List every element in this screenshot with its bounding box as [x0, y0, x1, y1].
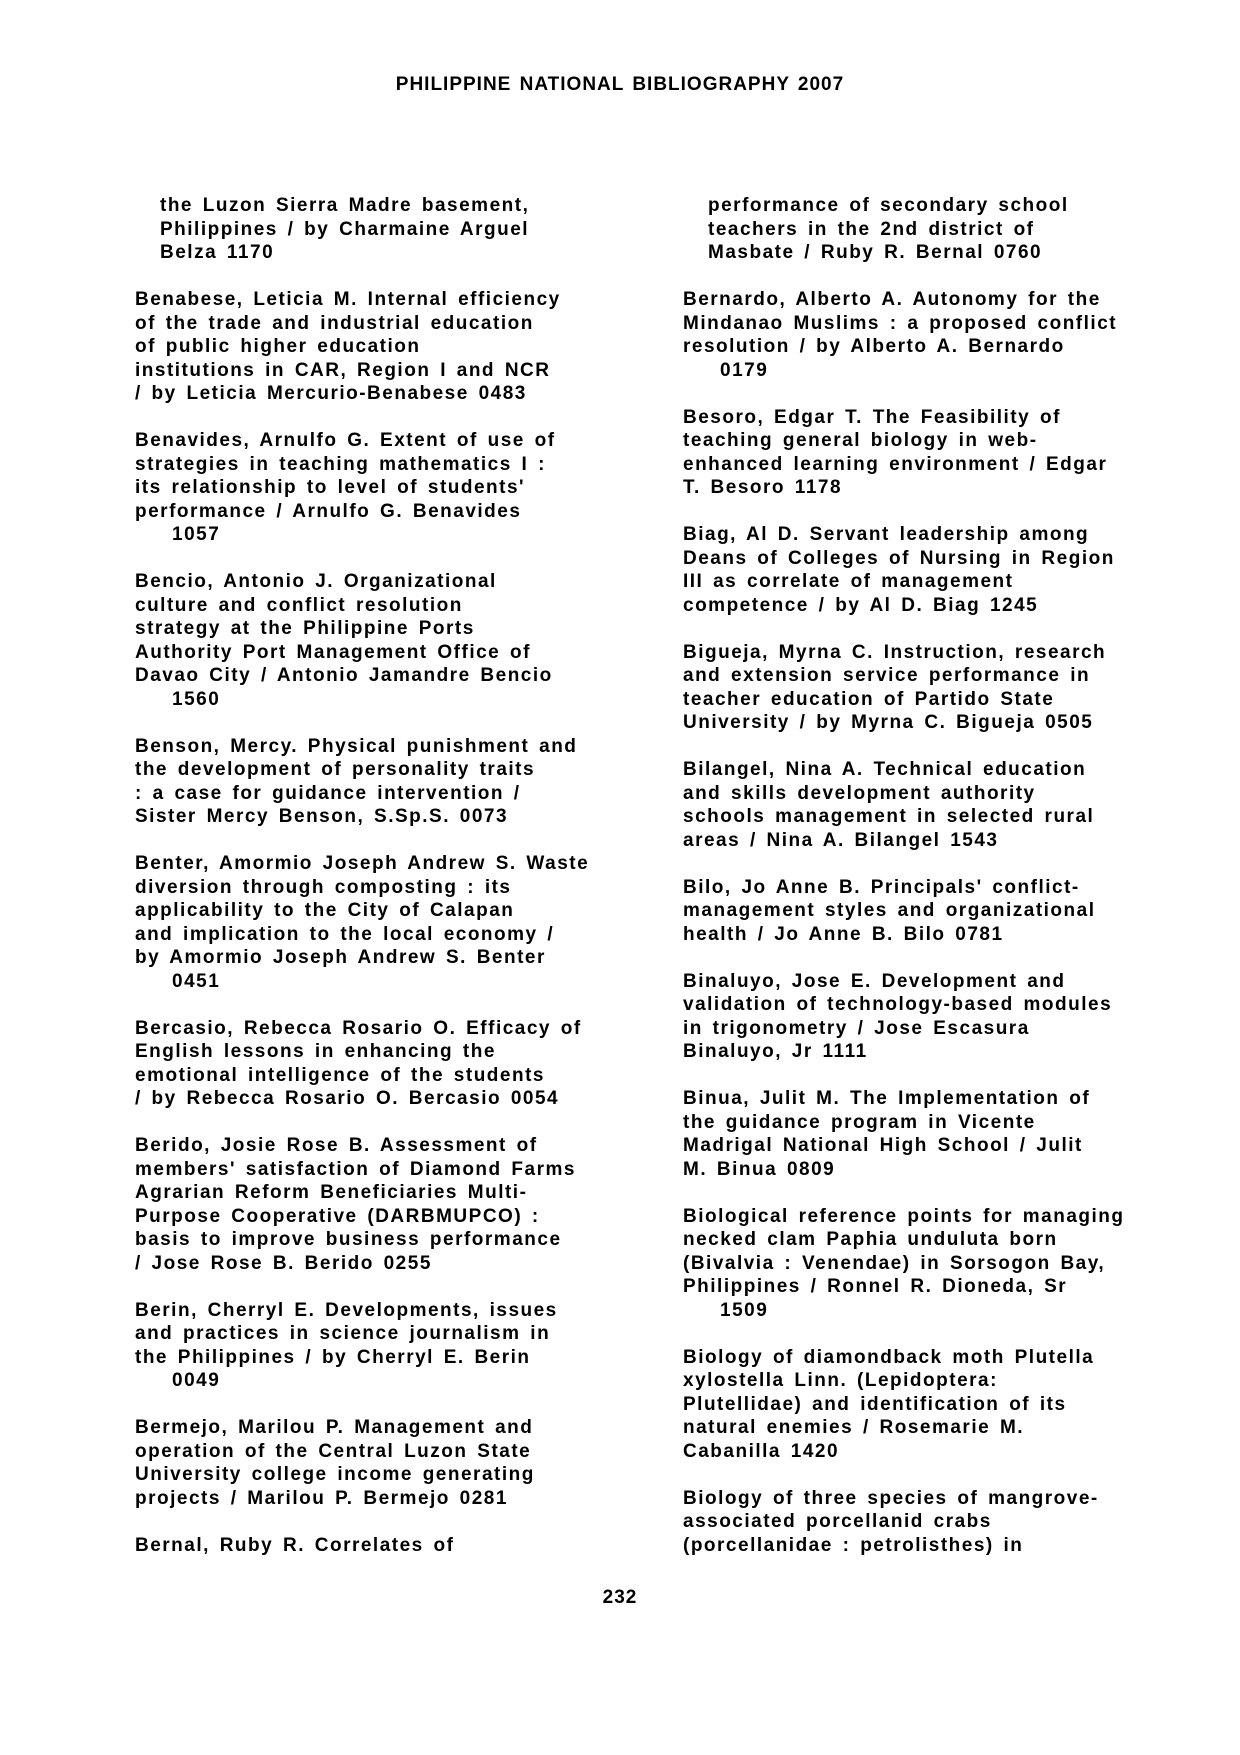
- running-header: PHILIPPINE NATIONAL BIBLIOGRAPHY 2007: [395, 74, 845, 95]
- entry-line: areas / Nina A. Bilangel 1543: [683, 829, 999, 851]
- entry-line: Binua, Julit M. The Implementation of: [683, 1088, 1091, 1109]
- entry-line: of public higher education: [135, 336, 421, 357]
- entry-line: Sister Mercy Benson, S.Sp.S. 0073: [135, 806, 509, 827]
- entry-line: Binaluyo, Jr 1111: [683, 1041, 868, 1062]
- entry-line: English lessons in enhancing the: [135, 1041, 496, 1062]
- entry-line: performance / Arnulfo G. Benavides: [135, 500, 522, 522]
- bibliography-entry: [683, 1087, 1193, 1181]
- entry-line: enhanced learning environment / Edgar: [683, 453, 1108, 475]
- entry-line: validation of technology-based modules: [683, 994, 1113, 1015]
- bibliography-entry: [135, 1534, 635, 1558]
- entry-line: the Luzon Sierra Madre basement,: [160, 195, 530, 216]
- entry-line: Plutellidae) and identification of its: [683, 1393, 1067, 1415]
- bibliography-entry: [135, 194, 635, 265]
- entry-line: T. Besoro 1178: [683, 477, 843, 498]
- entry-line: III as correlate of management: [683, 571, 1014, 592]
- entry-line: and implication to the local economy /: [135, 923, 555, 945]
- entry-line: Deans of Colleges of Nursing in Region: [683, 547, 1115, 569]
- entry-number: 1509: [720, 1299, 769, 1321]
- entry-line: : a case for guidance intervention /: [135, 782, 521, 804]
- entry-line: / by Leticia Mercurio-Benabese 0483: [135, 383, 527, 404]
- entry-line: emotional intelligence of the students: [135, 1064, 545, 1086]
- entry-line: / Jose Rose B. Berido 0255: [135, 1252, 432, 1274]
- bibliography-entry: [683, 194, 1193, 265]
- entry-line: Bercasio, Rebecca Rosario O. Efficacy of: [135, 1017, 582, 1039]
- entry-line: Davao City / Antonio Jamandre Bencio: [135, 665, 553, 686]
- left-column: [135, 194, 635, 1581]
- entry-line: Benavides, Arnulfo G. Extent of use of: [135, 430, 556, 451]
- bibliography-entry: [135, 1134, 635, 1275]
- entry-line: Authority Port Management Office of: [135, 641, 531, 663]
- entry-line: (porcellanidae : petrolisthes) in: [683, 1534, 1024, 1556]
- entry-line: Agrarian Reform Beneficiaries Multi-: [135, 1182, 528, 1203]
- entry-line: the guidance program in Vicente: [683, 1111, 1036, 1133]
- entry-line: Purpose Cooperative (DARBMUPCO) :: [135, 1205, 540, 1227]
- entry-line: Biag, Al D. Servant leadership among: [683, 524, 1090, 545]
- entry-line: performance of secondary school: [708, 195, 1069, 216]
- entry-line: Bigueja, Myrna C. Instruction, research: [683, 641, 1107, 663]
- entry-line: University / by Myrna C. Bigueja 0505: [683, 712, 1094, 733]
- bibliography-entry: [683, 758, 1193, 852]
- bibliography-entry: [135, 852, 635, 993]
- bibliography-entry: [683, 1487, 1193, 1558]
- entry-number: 0179: [720, 359, 769, 381]
- entry-line: in trigonometry / Jose Escasura: [683, 1017, 1030, 1039]
- entry-line: institutions in CAR, Region I and NCR: [135, 359, 551, 381]
- entry-line: Berin, Cherryl E. Developments, issues: [135, 1299, 558, 1321]
- entry-line: Biological reference points for managing: [683, 1205, 1125, 1227]
- bibliography-entry: [135, 570, 635, 711]
- entry-line: Biology of diamondback moth Plutella: [683, 1346, 1095, 1368]
- entry-line: Bencio, Antonio J. Organizational: [135, 571, 497, 592]
- entry-line: Bilo, Jo Anne B. Principals' conflict-: [683, 876, 1080, 898]
- entry-line: Madrigal National High School / Julit: [683, 1135, 1083, 1156]
- entry-line: Bernal, Ruby R. Correlates of: [135, 1534, 455, 1556]
- entry-number: 1057: [172, 524, 221, 545]
- entry-number: 1560: [172, 688, 221, 710]
- entry-line: Belza 1170: [160, 242, 275, 263]
- entry-line: applicability to the City of Calapan: [135, 900, 515, 921]
- bibliography-entry: [683, 1346, 1193, 1464]
- entry-line: health / Jo Anne B. Bilo 0781: [683, 923, 1004, 945]
- entry-line: strategy at the Philippine Ports: [135, 618, 475, 639]
- entry-line: Masbate / Ruby R. Bernal 0760: [708, 242, 1043, 263]
- entry-line: and extension service performance in: [683, 665, 1091, 686]
- entry-line: associated porcellanid crabs: [683, 1511, 992, 1532]
- bibliography-entry: [683, 406, 1193, 500]
- entry-line: (Bivalvia : Venendae) in Sorsogon Bay,: [683, 1252, 1106, 1274]
- entry-line: by Amormio Joseph Andrew S. Benter: [135, 947, 546, 968]
- bibliography-entry: [135, 1299, 635, 1393]
- entry-line: the development of personality traits: [135, 759, 536, 780]
- bibliography-entry: [683, 288, 1193, 382]
- bibliography-entry: [683, 1205, 1193, 1323]
- entry-line: teachers in the 2nd district of: [708, 218, 1035, 240]
- page-number: 232: [602, 1587, 638, 1608]
- bibliography-entry: [135, 735, 635, 829]
- entry-line: schools management in selected rural: [683, 806, 1095, 827]
- entry-line: members' satisfaction of Diamond Farms: [135, 1158, 576, 1180]
- entry-line: Philippines / Ronnel R. Dioneda, Sr: [683, 1276, 1068, 1297]
- entry-line: and practices in science journalism in: [135, 1323, 551, 1344]
- entry-line: the Philippines / by Cherryl E. Berin: [135, 1346, 531, 1368]
- entry-line: Cabanilla 1420: [683, 1440, 840, 1462]
- entry-line: Bermejo, Marilou P. Management and: [135, 1417, 534, 1438]
- entry-number: 0049: [172, 1370, 221, 1391]
- entry-line: Bilangel, Nina A. Technical education: [683, 759, 1087, 780]
- entry-line: resolution / by Alberto A. Bernardo: [683, 336, 1065, 357]
- entry-line: its relationship to level of students': [135, 477, 526, 498]
- entry-line: management styles and organizational: [683, 900, 1096, 921]
- bibliography-entry: [135, 288, 635, 406]
- entry-line: necked clam Paphia unduluta born: [683, 1229, 1058, 1250]
- entry-line: of the trade and industrial education: [135, 312, 534, 334]
- entry-line: Besoro, Edgar T. The Feasibility of: [683, 406, 1061, 428]
- entry-line: University college income generating: [135, 1464, 535, 1485]
- entry-line: / by Rebecca Rosario O. Bercasio 0054: [135, 1088, 560, 1109]
- entry-line: natural enemies / Rosemarie M.: [683, 1417, 1025, 1438]
- bibliography-entry: [135, 1416, 635, 1510]
- bibliography-entry: [135, 429, 635, 547]
- entry-line: teacher education of Partido State: [683, 688, 1055, 710]
- bibliography-entry: [135, 1017, 635, 1111]
- entry-line: Mindanao Muslims : a proposed conflict: [683, 312, 1118, 334]
- entry-line: projects / Marilou P. Bermejo 0281: [135, 1487, 508, 1509]
- bibliography-entry: [683, 876, 1193, 947]
- entry-line: basis to improve business performance: [135, 1229, 562, 1250]
- right-column: [683, 194, 1193, 1581]
- entry-line: Bernardo, Alberto A. Autonomy for the: [683, 289, 1101, 310]
- entry-line: Benson, Mercy. Physical punishment and: [135, 735, 578, 757]
- entry-line: Binaluyo, Jose E. Development and: [683, 970, 1066, 992]
- entry-line: operation of the Central Luzon State: [135, 1440, 532, 1462]
- entry-line: Philippines / by Charmaine Arguel: [160, 218, 530, 240]
- entry-line: Berido, Josie Rose B. Assessment of: [135, 1135, 538, 1156]
- entry-line: Benabese, Leticia M. Internal efficiency: [135, 289, 561, 310]
- entry-line: and skills development authority: [683, 782, 1036, 804]
- entry-line: competence / by Al D. Biag 1245: [683, 594, 1039, 616]
- entry-line: culture and conflict resolution: [135, 594, 463, 616]
- entry-line: strategies in teaching mathematics I :: [135, 453, 546, 475]
- entry-line: M. Binua 0809: [683, 1158, 836, 1180]
- entry-number: 0451: [172, 970, 221, 992]
- entry-line: diversion through composting : its: [135, 876, 512, 898]
- bibliography-entry: [683, 641, 1193, 735]
- bibliography-entry: [683, 970, 1193, 1064]
- entry-line: Biology of three species of mangrove-: [683, 1487, 1099, 1509]
- entry-line: Benter, Amormio Joseph Andrew S. Waste: [135, 853, 590, 874]
- entry-line: teaching general biology in web-: [683, 430, 1038, 451]
- entry-line: xylostella Linn. (Lepidoptera:: [683, 1370, 998, 1391]
- bibliography-entry: [683, 523, 1193, 617]
